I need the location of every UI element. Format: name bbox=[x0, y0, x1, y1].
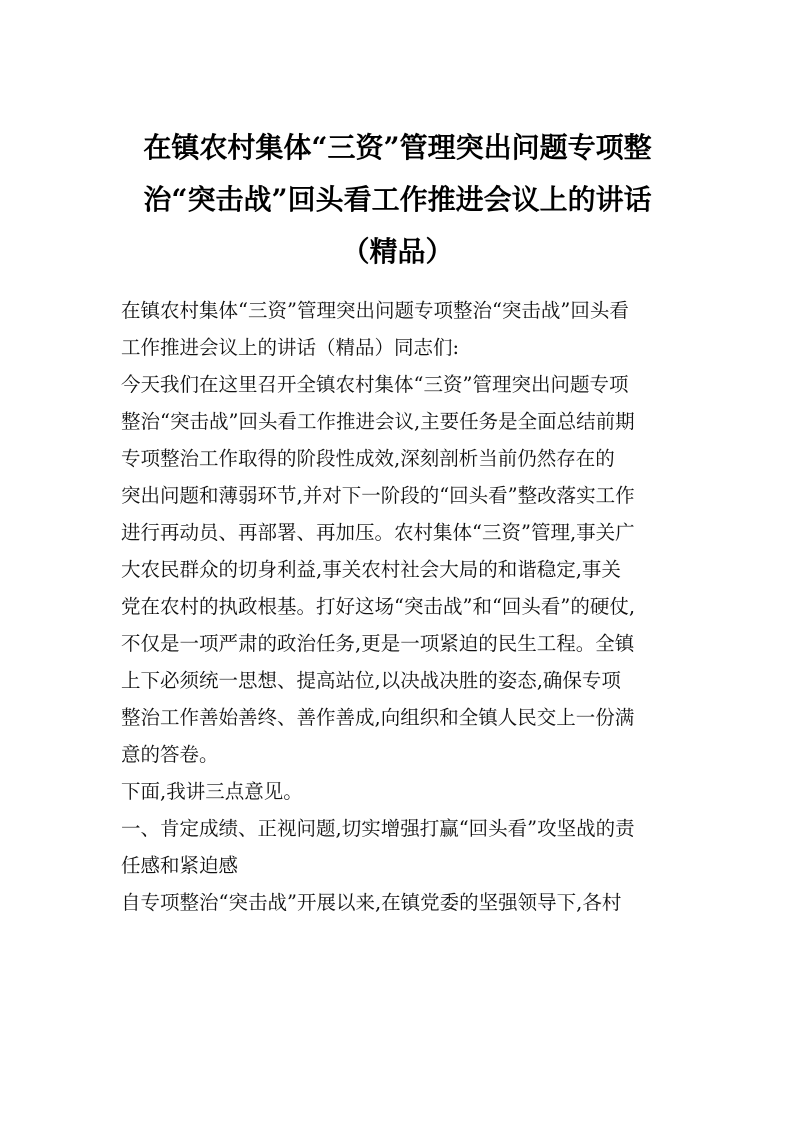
body-line: 专项整治工作取得的阶段性成效,深刻剖析当前仍然存在的 bbox=[121, 447, 615, 470]
body-line: 整治“突击战”回头看工作推进会议,主要任务是全面总结前期 bbox=[121, 410, 635, 433]
body-line: 自专项整治“突击战”开展以来,在镇党委的坚强领导下,各村 bbox=[121, 891, 622, 914]
body-line: 上下必须统一思想、提高站位,以决战决胜的姿态,确保专项 bbox=[121, 669, 621, 692]
body-line: 进行再动员、再部署、再加压。农村集体“三资”管理,事关广 bbox=[121, 521, 635, 544]
body-line: 意的答卷。 bbox=[121, 743, 219, 766]
section-heading-line: 一、肯定成绩、正视问题,切实增强打赢“回头看”攻坚战的责 bbox=[121, 817, 635, 840]
body-line: 大农民群众的切身利益,事关农村社会大局的和谐稳定,事关 bbox=[121, 558, 621, 581]
section-heading-line: 任感和紧迫感 bbox=[121, 854, 239, 877]
title-line-3: （精品） bbox=[341, 235, 454, 268]
document-body bbox=[121, 292, 681, 921]
document-title bbox=[110, 122, 685, 278]
body-line: 今天我们在这里召开全镇农村集体“三资”管理突出问题专项 bbox=[121, 373, 629, 396]
body-line: 下面,我讲三点意见。 bbox=[121, 780, 303, 803]
body-line: 不仅是一项严肃的政治任务,更是一项紧迫的民生工程。全镇 bbox=[121, 632, 635, 655]
title-line-2: 治“突击战”回头看工作推进会议上的讲话 bbox=[143, 183, 652, 216]
body-line: 整治工作善始善终、善作善成,向组织和全镇人民交上一份满 bbox=[121, 706, 635, 729]
body-line: 党在农村的执政根基。打好这场“突击战”和“回头看”的硬仗, bbox=[121, 595, 636, 618]
body-line: 突出问题和薄弱环节,并对下一阶段的“回头看”整改落实工作 bbox=[121, 484, 635, 507]
body-line: 在镇农村集体“三资”管理突出问题专项整治“突击战”回头看 bbox=[121, 299, 629, 322]
body-line: 工作推进会议上的讲话（精品）同志们: bbox=[121, 336, 460, 359]
title-line-1: 在镇农村集体“三资”管理突出问题专项整 bbox=[143, 131, 652, 164]
